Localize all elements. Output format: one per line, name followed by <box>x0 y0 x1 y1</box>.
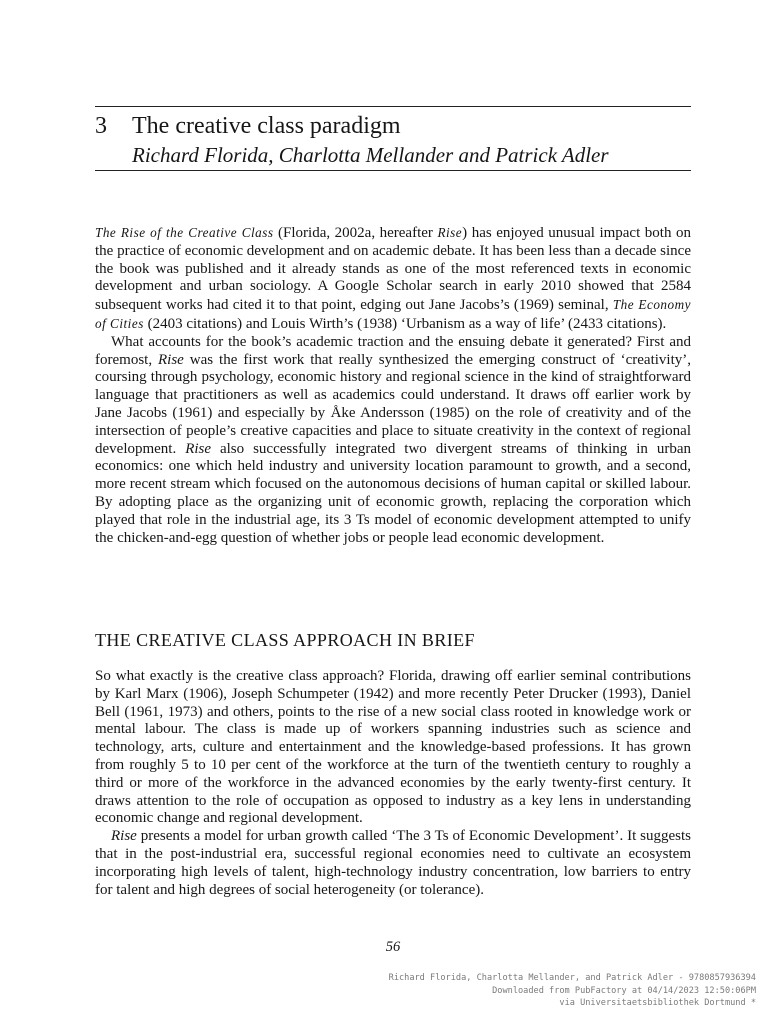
paragraph <box>95 828 691 899</box>
text-run: (2403 citations) and Louis Wirth’s (1938) ‘Urbanism as a way of life’ (2433 citations). <box>143 315 667 332</box>
download-footer <box>389 972 756 1010</box>
rise-italic: Rise <box>111 828 137 845</box>
chapter-title-line <box>95 111 695 141</box>
intro-text <box>95 224 691 547</box>
page-number: 56 <box>385 939 401 955</box>
text-run: (Florida, 2002a, hereafter <box>273 225 438 241</box>
footer-line: Richard Florida, Charlotta Mellander, and Patrick Adler - 9780857936394 <box>388 973 756 983</box>
paragraph: So what exactly is the creative class approach? Florida, drawing off earlier seminal contributions by Karl Marx (1906), Joseph Schumpeter (1942) and more recently Peter Drucker (1993), Daniel Bell (1961, 1973) and others, points to the rise of a new social class rooted in knowledge work or mental labour. The class is made up of workers spanning industries such as science and technology, arts, culture and entertainment and the knowledge-based professions. It has grown from roughly 5 to 10 per cent of the workforce at the turn of the twentieth century to roughly a third or more of the workforce in the advanced economies by the early twenty-first century. It draws attention to the role of occupation as opposed to industry as a key lens in understanding economic change and regional development. <box>95 668 691 827</box>
chapter-authors: Richard Florida, Charlotta Mellander and Patrick Adler <box>132 143 609 167</box>
text-run: presents a model for urban growth called ‘The 3 Ts of Economic Development’. It suggests that in the post-industrial era, successful regional economies need to cultivate an ecosystem incorporating high levels of talent, high-technology industry concentration, low barriers to entry for talent and high degrees of social heterogeneity (or tolerance). <box>95 828 691 898</box>
rise-italic: Rise <box>185 440 212 457</box>
chapter-header <box>95 111 695 169</box>
rise-italic: Rise <box>158 351 184 368</box>
header-rule-top <box>95 106 691 107</box>
footer-line: Downloaded from PubFactory at 04/14/2023 12:50:06PM <box>492 985 756 996</box>
book-title-economy: The Economy of Cities <box>95 297 691 331</box>
text-run: ) has enjoyed unusual impact both on the practice of economic development and on academic debate. It has been less than a decade since the book was published and it already stands as one of the most referenced texts in economic development and urban sociology. A Google Scholar search in early 2010 showed that 2584 subsequent works had cited it to that point, edging out Jane Jacobs’s (1969) seminal, <box>95 225 691 314</box>
text-run: also successfully integrated two divergent streams of thinking in urban economics: one which held industry and university location paramount to growth, and a second, more recent stream which focused on the autonomous decisions of human capital or skilled labour. By adopting place as the organizing unit of economic growth, replacing the corporation which played that role in the industrial age, its 3 Ts model of economic development attempted to unify the chicken-and-egg question of whether jobs or people lead economic development. <box>95 440 691 546</box>
chapter-number: 3 <box>95 113 107 139</box>
header-rule-bottom <box>95 170 691 171</box>
book-title-rise: The Rise of the Creative Class <box>95 225 274 240</box>
text-run: was the first work that really synthesized the emerging construct of ‘creativity’, coursing through psychology, economic history and regional science in the kind of straightforward language that practitioners as well as academics could understand. It draws off earlier work by Jane Jacobs (1961) and especially by Åke Andersson (1985) on the role of creativity and of the intersection of people’s creative capacities and place to situate creativity in the context of regional development. <box>95 351 691 457</box>
chapter-title: The creative class paradigm <box>132 113 401 139</box>
rise-italic: Rise <box>437 225 463 240</box>
paragraph <box>95 224 691 334</box>
footer-line: via Universitaetsbibliothek Dortmund * <box>559 998 756 1008</box>
section-text <box>95 668 691 899</box>
text-run: What accounts for the book’s academic traction and the ensuing debate it generated? First and foremost, <box>95 333 691 368</box>
section-heading: THE CREATIVE CLASS APPROACH IN BRIEF <box>95 630 475 650</box>
paragraph <box>95 334 691 548</box>
